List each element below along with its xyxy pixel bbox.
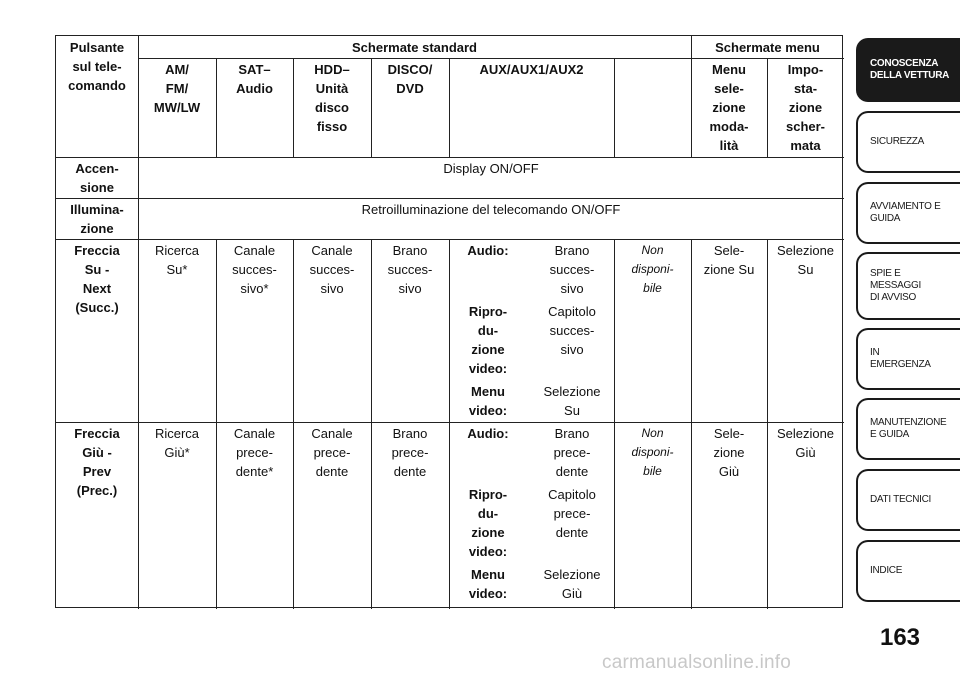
giu-video-label: Ripro- du- zione video: xyxy=(468,487,508,559)
giu-menu-label: Menu video: xyxy=(468,567,508,601)
row-label-accensione: Accen- sione xyxy=(75,161,119,195)
row-divider xyxy=(56,422,844,423)
row-label-freccia-giu: Freccia Giù - Prev (Prec.) xyxy=(74,426,120,498)
header-impostazione: Impo- sta- zione scher- mata xyxy=(785,62,826,153)
su-audio-label: Audio: xyxy=(467,243,509,258)
tab-avviamento[interactable]: AVVIAMENTO E GUIDA xyxy=(856,182,960,244)
giu-sat: Canale prece- dente* xyxy=(233,426,276,479)
illuminazione-text: Retroilluminazione del telecomando ON/OFF xyxy=(361,202,621,217)
row-divider xyxy=(138,58,844,59)
giu-am: Ricerca Giù* xyxy=(154,426,200,460)
su-audio: Brano succes- sivo xyxy=(549,243,595,296)
giu-non-disponibile: Non disponi- bile xyxy=(631,426,674,478)
su-video-label: Ripro- du- zione video: xyxy=(468,304,508,376)
su-menu: Selezione Su xyxy=(543,384,601,418)
row-divider xyxy=(56,239,844,240)
tab-sicurezza[interactable]: SICUREZZA xyxy=(856,111,960,173)
row-divider xyxy=(56,157,844,158)
header-schermate-menu: Schermate menu xyxy=(715,40,820,55)
row-label-freccia-su: Freccia Su - Next (Succ.) xyxy=(74,243,120,315)
remote-control-table xyxy=(55,35,843,608)
su-menu-label: Menu video: xyxy=(468,384,508,418)
giu-disco: Brano prece- dente xyxy=(391,426,429,479)
chapter-tabs xyxy=(856,0,960,620)
header-sat-audio: SAT– Audio xyxy=(236,62,273,96)
giu-audio: Brano prece- dente xyxy=(553,426,591,479)
giu-video: Capitolo prece- dente xyxy=(548,487,596,540)
su-hdd: Canale succes- sivo xyxy=(309,243,355,296)
giu-audio-label: Audio: xyxy=(467,426,509,441)
header-pulsante: Pulsante sul tele- comando xyxy=(68,40,126,93)
su-disco: Brano succes- sivo xyxy=(387,243,433,296)
tab-spie[interactable]: SPIE E MESSAGGI DI AVVISO xyxy=(856,252,960,320)
su-am: Ricerca Su* xyxy=(154,243,200,277)
accensione-text: Display ON/OFF xyxy=(443,161,539,176)
header-schermate-standard: Schermate standard xyxy=(352,40,477,55)
giu-impostazione: Selezione Giù xyxy=(776,426,835,460)
tab-emergenza[interactable]: IN EMERGENZA xyxy=(856,328,960,390)
su-video: Capitolo succes- sivo xyxy=(548,304,596,357)
header-hdd: HDD– Unità disco fisso xyxy=(314,62,350,134)
tab-dati-tecnici[interactable]: DATI TECNICI xyxy=(856,469,960,531)
col-divider xyxy=(449,239,450,609)
watermark: carmanualsonline.info xyxy=(602,652,792,673)
header-aux: AUX/AUX1/AUX2 xyxy=(479,62,584,77)
giu-hdd: Canale prece- dente xyxy=(311,426,353,479)
page-number: 163 xyxy=(879,624,921,651)
tab-manutenzione[interactable]: MANUTENZIONE E GUIDA xyxy=(856,398,960,460)
header-am-fm: AM/ FM/ MW/LW xyxy=(153,62,201,115)
header-disco-dvd: DISCO/ DVD xyxy=(387,62,433,96)
su-non-disponibile: Non disponi- bile xyxy=(631,243,674,295)
col-divider xyxy=(138,36,139,609)
header-menu-selezione: Menu sele- zione moda- lità xyxy=(709,62,749,153)
col-divider xyxy=(614,58,615,157)
su-menu-selezione: Sele- zione Su xyxy=(703,243,755,277)
tab-conoscenza[interactable]: CONOSCENZA DELLA VETTURA xyxy=(856,38,960,102)
row-label-illuminazione: Illumina- zione xyxy=(70,202,124,236)
giu-menu-selezione: Sele- zione Giù xyxy=(713,426,745,479)
row-divider xyxy=(56,198,844,199)
giu-menu: Selezione Giù xyxy=(543,567,601,601)
su-impostazione: Selezione Su xyxy=(776,243,835,277)
su-sat: Canale succes- sivo* xyxy=(232,243,277,296)
tab-indice[interactable]: INDICE xyxy=(856,540,960,602)
